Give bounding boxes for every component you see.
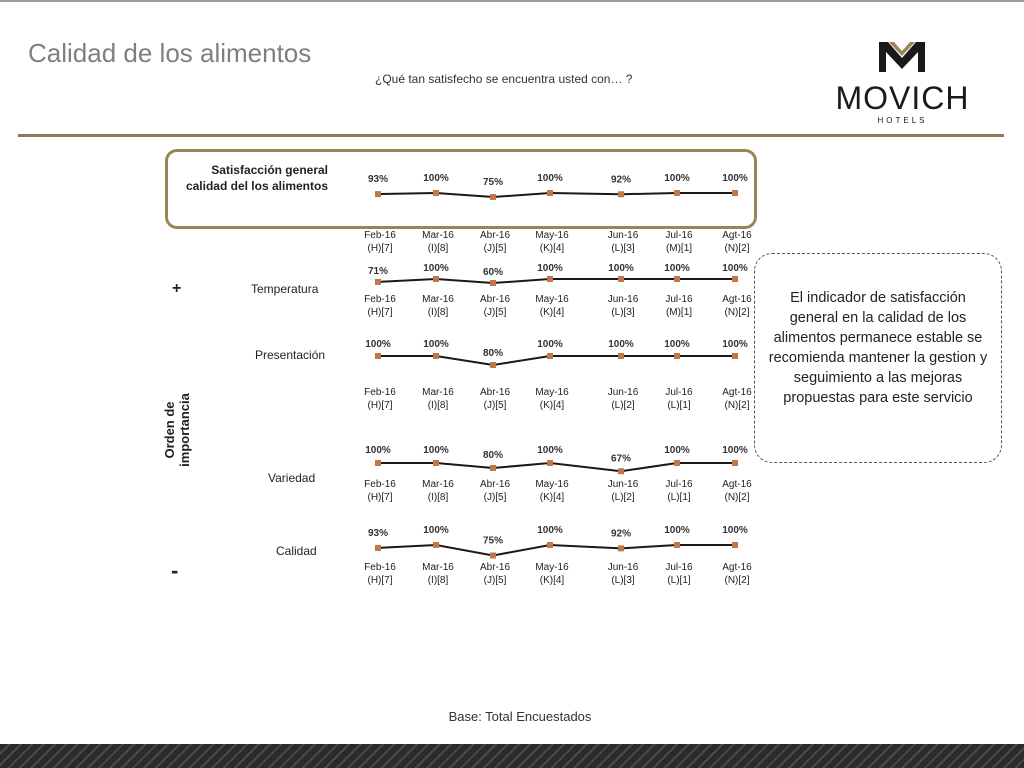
data-point-0-4 [618, 191, 624, 197]
data-point-4-5 [674, 542, 680, 548]
tick-label-3-3: May-16 (K)[4] [535, 479, 569, 503]
data-label-3-4: 67% [610, 453, 632, 465]
data-label-4-5: 100% [664, 525, 690, 536]
data-label-0-0: 93% [367, 174, 389, 186]
tick-label-2-5: Jul-16 (L)[1] [665, 387, 693, 411]
data-label-3-1: 100% [423, 445, 449, 456]
data-point-2-4 [618, 353, 624, 359]
data-point-3-2 [490, 465, 496, 471]
data-point-0-3 [547, 190, 553, 196]
data-point-1-2 [490, 280, 496, 286]
data-point-4-2 [490, 553, 496, 559]
data-label-4-4: 92% [610, 528, 632, 540]
data-point-1-6 [732, 276, 738, 282]
data-label-2-1: 100% [423, 339, 449, 350]
tick-label-0-0: Feb-16 (H)[7] [364, 230, 396, 254]
row-label-variedad: Variedad [268, 471, 316, 485]
data-point-3-3 [547, 460, 553, 466]
data-label-3-2: 80% [482, 450, 504, 461]
data-point-4-0 [375, 545, 381, 551]
tick-label-1-0: Feb-16 (H)[7] [364, 294, 396, 318]
data-point-2-6 [732, 353, 738, 359]
tick-label-0-5: Jul-16 (M)[1] [665, 230, 693, 254]
data-point-4-1 [433, 542, 439, 548]
data-point-1-5 [674, 276, 680, 282]
data-label-1-1: 100% [423, 263, 449, 274]
tick-label-4-5: Jul-16 (L)[1] [665, 562, 693, 586]
data-label-1-6: 100% [722, 263, 748, 274]
tick-label-2-2: Abr-16 (J)[5] [479, 387, 511, 411]
base-footnote: Base: Total Encuestados [448, 709, 592, 724]
recommendation-note: El indicador de satisfacción general en la calidad de los alimentos permanece estable se recomienda mantener la gestion y seguimiento a las mejoras propuestas para este servicio [754, 253, 1002, 463]
series-line-0 [378, 193, 735, 197]
logo-wordmark: MOVICH [835, 80, 970, 116]
data-point-3-4 [618, 468, 624, 474]
tick-label-1-2: Abr-16 (J)[5] [479, 294, 511, 318]
tick-label-3-0: Feb-16 (H)[7] [364, 479, 396, 503]
tick-label-1-6: Agt-16 (N)[2] [722, 294, 752, 318]
data-label-0-2: 75% [482, 177, 504, 188]
series-line-4 [378, 545, 735, 556]
tick-label-2-1: Mar-16 (I)[8] [422, 387, 454, 411]
data-label-1-3: 100% [537, 263, 563, 274]
tick-label-3-2: Abr-16 (J)[5] [479, 479, 511, 503]
data-point-0-2 [490, 194, 496, 200]
survey-question: ¿Qué tan satisfecho se encuentra usted con… ? [375, 72, 633, 86]
data-label-1-0: 71% [367, 265, 389, 277]
tick-label-4-3: May-16 (K)[4] [535, 562, 569, 586]
footer-pattern [0, 744, 1024, 768]
data-label-2-2: 80% [482, 348, 504, 359]
data-label-0-1: 100% [423, 173, 449, 184]
tick-label-2-0: Feb-16 (H)[7] [364, 387, 396, 411]
tick-label-0-4: Jun-16 (L)[3] [607, 230, 639, 254]
logo-subtitle: HOTELS [877, 116, 928, 125]
data-label-2-0: 100% [365, 339, 391, 350]
tick-label-1-4: Jun-16 (L)[3] [607, 294, 639, 318]
tick-label-3-6: Agt-16 (N)[2] [722, 479, 752, 503]
tick-label-0-2: Abr-16 (J)[5] [479, 230, 511, 254]
row-label-presentacion: Presentación [255, 348, 326, 362]
data-point-2-3 [547, 353, 553, 359]
data-point-3-0 [375, 460, 381, 466]
data-label-1-4: 100% [608, 263, 634, 274]
data-point-1-3 [547, 276, 553, 282]
tick-label-2-6: Agt-16 (N)[2] [722, 387, 752, 411]
tick-label-0-1: Mar-16 (I)[8] [422, 230, 454, 254]
general-label-line1: Satisfacción general [211, 163, 328, 177]
data-point-1-0 [375, 279, 381, 285]
tick-label-2-3: May-16 (K)[4] [535, 387, 569, 411]
tick-label-4-2: Abr-16 (J)[5] [479, 562, 511, 586]
tick-label-1-1: Mar-16 (I)[8] [422, 294, 454, 318]
data-point-4-6 [732, 542, 738, 548]
data-point-0-6 [732, 190, 738, 196]
tick-label-4-6: Agt-16 (N)[2] [722, 562, 752, 586]
data-point-3-5 [674, 460, 680, 466]
tick-label-3-1: Mar-16 (I)[8] [422, 479, 454, 503]
data-label-0-6: 100% [722, 173, 748, 184]
data-label-4-0: 93% [367, 527, 389, 539]
series-line-1 [378, 279, 735, 283]
data-label-4-3: 100% [537, 525, 563, 536]
data-point-2-2 [490, 362, 496, 368]
data-label-3-0: 100% [365, 445, 391, 456]
data-point-4-4 [618, 545, 624, 551]
data-point-1-4 [618, 276, 624, 282]
data-point-0-5 [674, 190, 680, 196]
data-point-3-1 [433, 460, 439, 466]
data-point-0-0 [375, 191, 381, 197]
tick-label-4-1: Mar-16 (I)[8] [422, 562, 454, 586]
series-line-2 [378, 356, 735, 365]
data-label-2-3: 100% [537, 339, 563, 350]
tick-label-4-0: Feb-16 (H)[7] [364, 562, 396, 586]
row-label-calidad: Calidad [276, 544, 317, 558]
data-label-4-1: 100% [423, 525, 449, 536]
data-label-0-5: 100% [664, 173, 690, 184]
series-line-3 [378, 463, 735, 471]
plus-sign: + [172, 280, 182, 297]
data-point-4-3 [547, 542, 553, 548]
page-title: Calidad de los alimentos [28, 38, 312, 68]
general-label-line2: calidad del los alimentos [185, 179, 328, 193]
tick-label-0-6: Agt-16 (N)[2] [722, 230, 752, 254]
data-label-0-3: 100% [537, 173, 563, 184]
data-label-1-5: 100% [664, 263, 690, 274]
data-point-1-1 [433, 276, 439, 282]
data-label-2-4: 100% [608, 339, 634, 350]
tick-label-3-5: Jul-16 (L)[1] [665, 479, 693, 503]
data-point-3-6 [732, 460, 738, 466]
tick-label-4-4: Jun-16 (L)[3] [607, 562, 639, 586]
tick-label-3-4: Jun-16 (L)[2] [607, 479, 639, 503]
tick-label-2-4: Jun-16 (L)[2] [607, 387, 639, 411]
data-point-2-5 [674, 353, 680, 359]
tick-label-0-3: May-16 (K)[4] [535, 230, 569, 254]
importance-axis-title: Orden de importancia [162, 393, 192, 467]
data-label-0-4: 92% [610, 174, 632, 186]
tick-label-1-5: Jul-16 (M)[1] [665, 294, 693, 318]
data-label-4-2: 75% [482, 535, 504, 547]
data-point-2-1 [433, 353, 439, 359]
row-label-temperatura: Temperatura [251, 282, 319, 296]
data-label-3-6: 100% [722, 445, 748, 456]
data-point-2-0 [375, 353, 381, 359]
data-label-4-6: 100% [722, 525, 748, 536]
data-label-1-2: 60% [482, 267, 504, 278]
data-label-2-6: 100% [722, 339, 748, 350]
tick-label-1-3: May-16 (K)[4] [535, 294, 569, 318]
data-label-2-5: 100% [664, 339, 690, 350]
data-label-3-5: 100% [664, 445, 690, 456]
data-label-3-3: 100% [537, 445, 563, 456]
minus-sign: - [171, 558, 179, 583]
data-point-0-1 [433, 190, 439, 196]
